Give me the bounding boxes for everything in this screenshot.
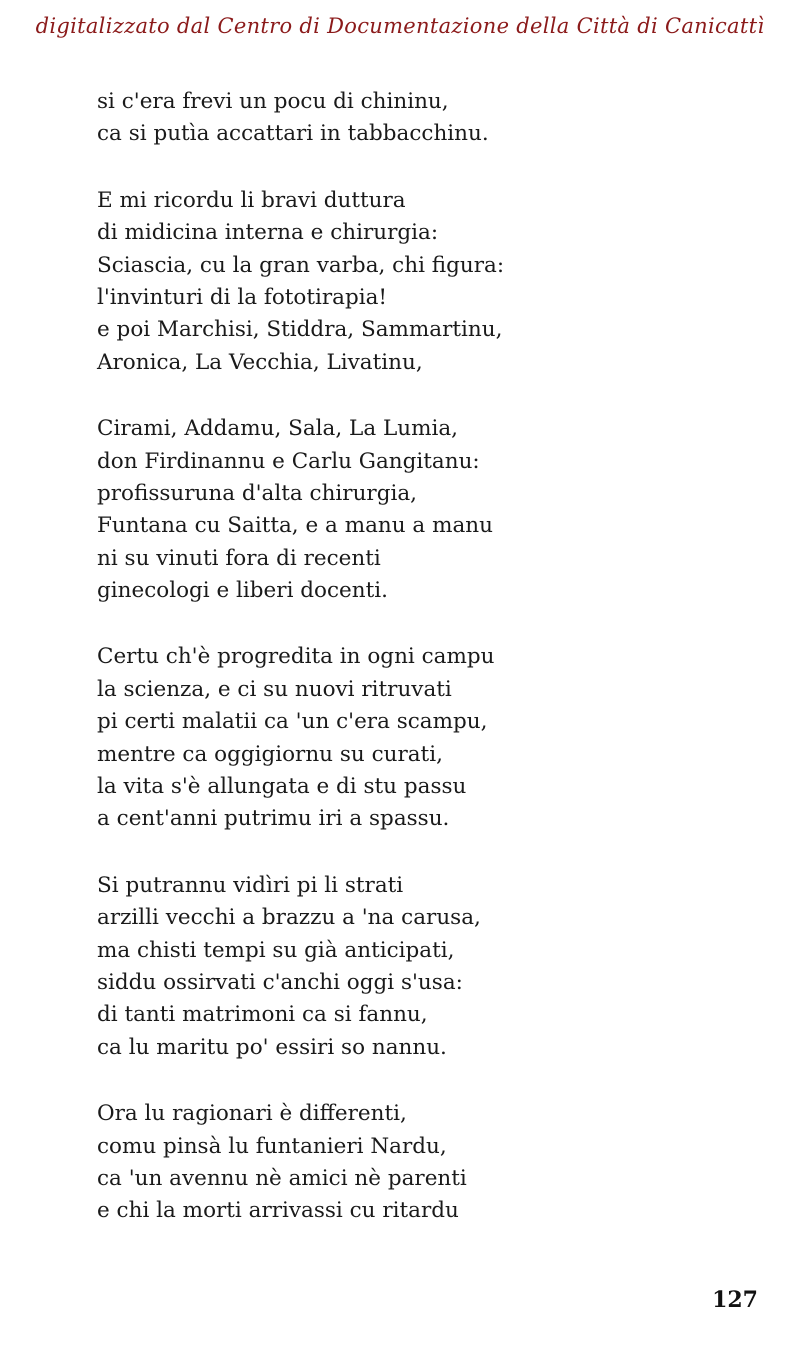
poem-line: E mi ricordu li bravi duttura	[97, 187, 406, 213]
poem-line: pi certi malatii ca 'un c'era scampu,	[97, 709, 488, 735]
poem-line: comu pinsà lu funtanieri Nardu,	[97, 1133, 447, 1159]
poem-line: e poi Marchisi, Stiddra, Sammartinu,	[97, 317, 503, 343]
stanza	[97, 870, 757, 1064]
poem-line: ca lu maritu po' essiri so nannu.	[97, 1034, 447, 1060]
poem-line: arzilli vecchi a brazzu a 'na carusa,	[97, 905, 481, 931]
poem-line: ca si putìa accattari in tabbacchinu.	[97, 121, 489, 147]
poem-line: Si putrannu vidìri pi li strati	[97, 872, 404, 898]
poem-line: si c'era frevi un pocu di chininu,	[97, 89, 449, 114]
poem-line: Funtana cu Saitta, e a manu a manu	[97, 513, 493, 539]
digitization-watermark: digitalizzato dal Centro di Documentazione della Città di Canicattì	[35, 14, 765, 38]
poem-line: ginecologi e liberi docenti.	[97, 578, 388, 604]
poem-line: a cent'anni putrimu iri a spassu.	[97, 806, 450, 832]
stanza	[97, 86, 757, 151]
poem-line: don Firdinannu e Carlu Gangitanu:	[97, 448, 480, 474]
poem-line: Certu ch'è progredita in ogni campu	[97, 644, 495, 670]
poem-line: la vita s'è allungata e di stu passu	[97, 774, 467, 800]
poem-line: siddu ossirvati c'anchi oggi s'usa:	[97, 969, 463, 995]
poem-line: ma chisti tempi su già anticipati,	[97, 937, 455, 963]
poem-line: ni su vinuti fora di recenti	[97, 545, 381, 571]
poem-line: Sciascia, cu la gran varba, chi figura:	[97, 252, 505, 278]
poem-line: profissuruna d'alta chirurgia,	[97, 480, 417, 506]
poem-line: mentre ca oggigiornu su curati,	[97, 741, 443, 767]
page-number: 127	[712, 1287, 758, 1313]
poem-line: Aronica, La Vecchia, Livatinu,	[97, 349, 423, 375]
poem-line: Cirami, Addamu, Sala, La Lumia,	[97, 416, 459, 442]
poem-line: e chi la morti arrivassi cu ritardu	[97, 1198, 459, 1224]
stanza	[97, 185, 757, 379]
poem-line: di tanti matrimoni ca si fannu,	[97, 1002, 428, 1028]
poem-line: Ora lu ragionari è differenti,	[97, 1101, 407, 1127]
poem-text	[97, 86, 757, 1262]
poem-line: l'invinturi di la fototirapia!	[97, 284, 388, 310]
stanza	[97, 1098, 757, 1228]
poem-line: di midicina interna e chirurgia:	[97, 220, 439, 246]
poem-line: ca 'un avennu nè amici nè parenti	[97, 1165, 467, 1191]
stanza	[97, 413, 757, 607]
poem-line: la scienza, e ci su nuovi ritruvati	[97, 676, 452, 702]
stanza	[97, 641, 757, 835]
